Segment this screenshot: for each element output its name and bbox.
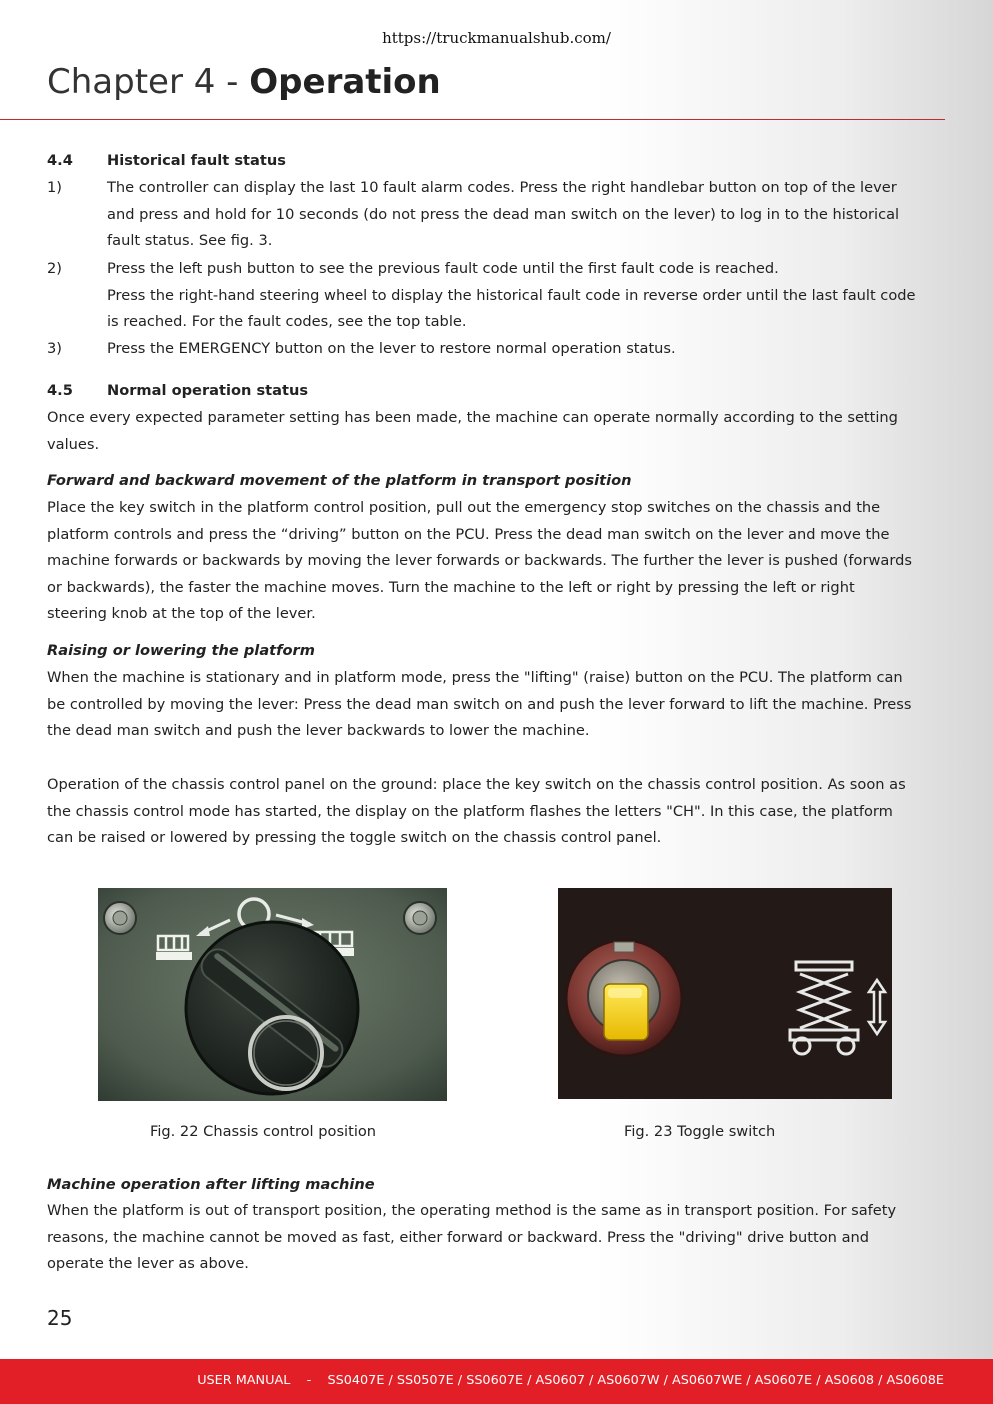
chapter-title: Operation [249,62,441,102]
list-number: 1) [47,179,62,196]
paragraph [47,405,947,458]
paragraph-line: or backwards), the faster the machine moves. Turn the machine to the left or right by pressing the left or right [47,578,855,596]
chapter-prefix: Chapter 4 - [47,62,250,102]
list-number: 3) [47,340,62,357]
figure-caption: Fig. 22 Chassis control position [150,1123,377,1140]
list-item [107,175,947,255]
paragraph-line: Place the key switch in the platform control position, pull out the emergency stop switches on the chassis and the [47,499,881,516]
paragraph-line: steering knob at the top of the lever. [47,605,316,623]
list-item-line: Press the EMERGENCY button on the lever to restore normal operation status. [107,340,676,357]
paragraph-line: When the platform is out of transport position, the operating method is the same as in transport position. For safety [47,1202,897,1219]
title-divider [0,119,945,120]
paragraph-line: values. [47,435,100,453]
subheading: Forward and backward movement of the platform in transport position [47,472,632,489]
list-item [107,256,947,336]
source-url: https://truckmanualshub.com/ [382,29,611,47]
section-number: 4.5 [47,382,73,399]
paragraph-line: the chassis control mode has started, the display on the platform flashes the letters "CH". In this case, the platform [47,802,893,820]
paragraph [47,665,947,745]
paragraph-line: machine forwards or backwards by moving the lever forwards or backwards. The further the lever is pushed (forwards [47,552,912,570]
page-title [47,62,441,102]
paragraph-line: reasons, the machine cannot be moved as fast, either forward or backward. Press the "driving" drive button and [47,1228,870,1246]
chassis-key-switch-photo [98,888,447,1101]
paragraph-line: operate the lever as above. [47,1255,249,1273]
paragraph-line: When the machine is stationary and in platform mode, press the "lifting" (raise) button on the PCU. The platform can [47,669,903,686]
paragraph-line: platform controls and press the “driving” button on the PCU. Press the dead man switch on the lever and move the [47,525,890,543]
paragraph [47,495,947,628]
figure-caption: Fig. 23 Toggle switch [624,1123,776,1140]
footer-text: USER MANUAL - SS0407E / SS0507E / SS0607E / AS0607 / AS0607W / AS0607WE / AS0607E / AS0608 / AS0608E [197,1373,944,1388]
paragraph-line: Once every expected parameter setting has been made, the machine can operate normally according to the setting [47,409,898,426]
paragraph-line: the dead man switch and push the lever backwards to lower the machine. [47,722,590,740]
paragraph-line: can be raised or lowered by pressing the toggle switch on the chassis control panel. [47,829,662,847]
subheading: Machine operation after lifting machine [47,1176,375,1193]
list-item-line: is reached. For the fault codes, see the top table. [107,313,467,331]
list-item-line: The controller can display the last 10 fault alarm codes. Press the right handlebar button on top of the lever [107,179,897,196]
paragraph [47,1198,947,1278]
page-number: 25 [47,1306,73,1330]
toggle-switch-photo [558,888,892,1099]
list-item-line: Press the left push button to see the previous fault code until the first fault code is reached. [107,260,779,277]
paragraph [47,772,947,852]
section-heading: Normal operation status [107,382,309,399]
paragraph-line: Operation of the chassis control panel on the ground: place the key switch on the chassis control position. As soon as [47,776,906,793]
list-item-line: fault status. See fig. 3. [107,232,273,250]
subheading: Raising or lowering the platform [47,642,315,659]
paragraph-line: be controlled by moving the lever: Press the dead man switch on and push the lever forward to lift the machine. Press [47,695,912,713]
list-item-line: and press and hold for 10 seconds (do not press the dead man switch on the lever) to log in to the historical [107,205,900,223]
list-item [107,336,947,363]
list-number: 2) [47,260,62,277]
list-item-line: Press the right-hand steering wheel to display the historical fault code in reverse order until the last fault code [107,286,916,304]
section-heading: Historical fault status [107,152,286,169]
footer-bar [0,1359,993,1404]
section-number: 4.4 [47,152,73,169]
